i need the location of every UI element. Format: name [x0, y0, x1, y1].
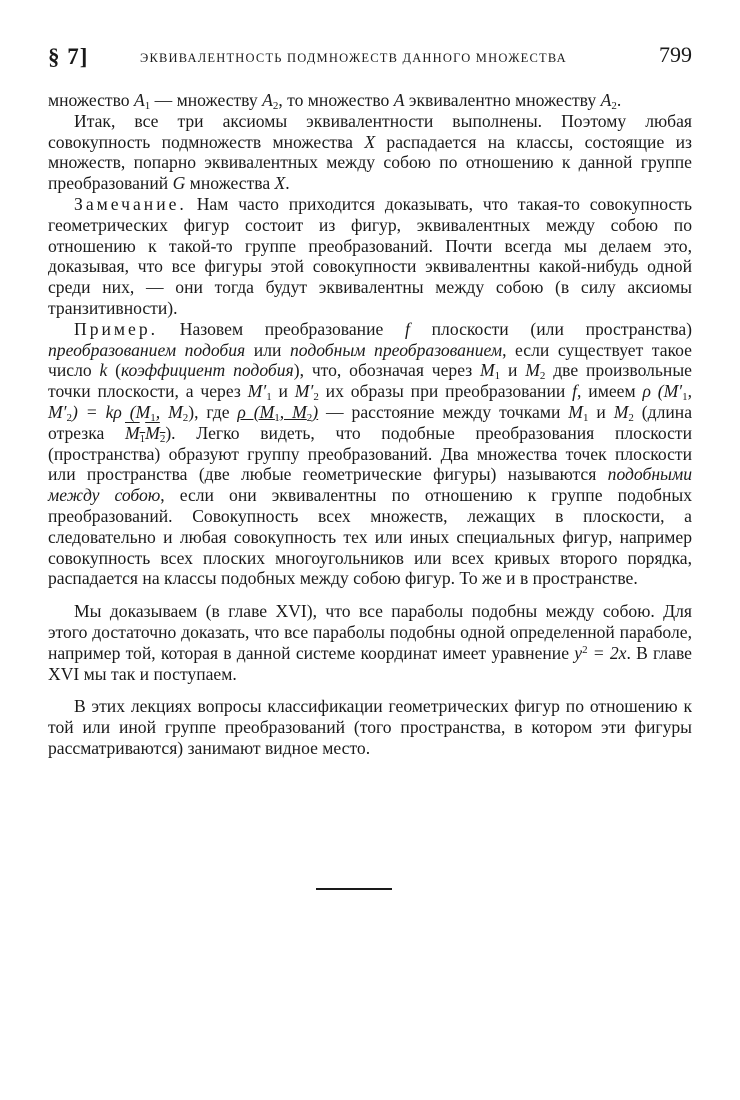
page-number: 799 — [659, 42, 692, 67]
paragraph-remark: Замечание. Нам часто приходится доказывать, что такая-то совокупность геометрических фигур состоит из фигур, эквивалентных между собою по отношению к такой-то группе преобразований. Почти всегда мы делаем это, доказывая, что все фигуры этой совокупности эквивалентны какой-нибудь одной среди них, — они тогда будут эквивалентны между собою (в силу аксиомы транзитивности). — [48, 193, 692, 318]
paragraph-example: Пример. Назовем преобразование f плоскости (или пространства) преобразованием подобия или подобным преобразованием, если существует такое число k (коэффициент подобия), что, обозначая через $M_1$ и $M_2$ две произвольные точки плоскости, а через $M'_1$ и $M'_2$ их образы при преобразовании f, имеем ρ ($M'_1$, $M'_2) = k\rho$ ($M_1$, $M_2$), где ρ ($M_1$, $M_2$) — расстояние между точками $M_1$ и $M_2$ (длина отрезка $M_1M_2$). Легко видеть, что подобные преобразования плоскости (пространства) образуют группу преобразований. Два множества точек плоскости или пространства (две любые геометрические фигуры) называются подобными между собою, если они эквивалентны по отношению к группе подобных преобразований. Совокупность всех множеств, лежащих в плоскости, а следовательно и любая совокупность тех или иных специальных фигур, например совокупность всех плоских многоугольников или всех кривых второго порядка, распадается на классы подобных между собою фигур. То же и в пространстве. — [48, 318, 693, 589]
running-header — [48, 40, 692, 80]
remark-label: Замечание. — [74, 193, 187, 214]
running-title: ЭКВИВАЛЕНТНОСТЬ ПОДМНОЖЕСТВ ДАННОГО МНОЖЕСТВА — [140, 51, 567, 65]
body-text — [48, 90, 692, 759]
section-number: § 7] — [48, 44, 89, 69]
paragraph-parabolas: Мы доказываем (в главе XVI), что все параболы подобны между собою. Для этого достаточно доказать, что все параболы подобны одной определенной параболе, например той, которая в данной системе координат имеет уравнение $y^2 = 2x$. В главе XVI мы так и поступаем. — [48, 601, 692, 684]
paragraph-final: В этих лекциях вопросы классификации геометрических фигур по отношению к той или иной группе преобразований (того пространства, в котором эти фигуры рассматриваются) занимают видное место. — [48, 696, 692, 758]
paragraph-1: множество $A_1$ — множеству $A_2$, то множество A эквивалентно множеству $A_2$. — [48, 90, 622, 112]
end-rule — [316, 888, 392, 890]
example-label: Пример. — [74, 318, 159, 339]
paragraph-2: Итак, все три аксиомы эквивалентности выполнены. Поэтому любая совокупность подмножеств множества X распадается на классы, состоящие из множеств, попарно эквивалентных между собою по отношению к данной группе преобразований G множества X. — [48, 110, 692, 194]
